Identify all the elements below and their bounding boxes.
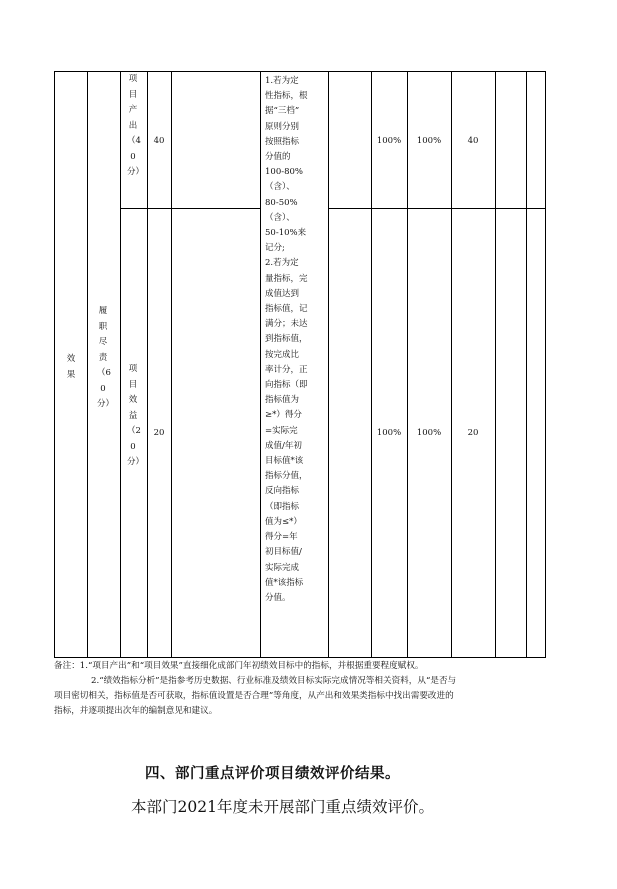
criteria-line: 80-50% <box>265 197 298 208</box>
table-gridline <box>328 208 546 209</box>
criteria-line: 分值。 <box>265 592 291 603</box>
note-line: 项目密切相关，指标值是否可获取，指标值设置是否合理”等角度，从产出和效果类指标中找出需要改进的 <box>54 691 454 701</box>
criteria-line: 值为≤*） <box>265 516 302 527</box>
weight-value: 40 <box>153 136 165 146</box>
criteria-line: 到指标值， <box>265 334 308 345</box>
criteria-line: 记分; <box>265 243 285 254</box>
actual-value: 100% <box>416 428 442 438</box>
table-gridline <box>87 72 88 657</box>
actual-value: 100% <box>416 136 442 146</box>
score-value: 20 <box>467 428 479 438</box>
criteria-line: 得分=年 <box>265 532 298 543</box>
table-gridline <box>260 72 261 657</box>
note-line: 2.“绩效指标分析”是指参考历史数据、行业标准及绩效目标实际完成情况等相关资料，从“是否与 <box>91 676 457 686</box>
criteria-line: 成值达到 <box>265 288 300 299</box>
criteria-line: 据“三档” <box>265 106 300 117</box>
criteria-line: 实际完成 <box>265 562 300 573</box>
criteria-line: 指标值，记 <box>265 304 308 315</box>
criteria-line: 100-80% <box>265 167 303 178</box>
section-heading: 四、部门重点评价项目绩效评价结果。 <box>145 765 400 782</box>
table-gridline <box>171 72 172 657</box>
criteria-line: 1.若为定 <box>265 76 299 86</box>
criteria-line: 按照指标 <box>265 136 300 147</box>
criteria-line: 初目标值/ <box>265 547 302 558</box>
criteria-line: 原则分别 <box>265 121 300 132</box>
criteria-line: （含）、 <box>265 212 295 223</box>
note-line: 指标，并逐项提出次年的编制意见和建议。 <box>54 706 218 716</box>
criteria-line: （即指标 <box>265 501 300 512</box>
criteria-line: 向指标（即 <box>265 380 308 391</box>
criteria-line: 成值/年初 <box>265 440 302 451</box>
criteria-line: 性指标，根 <box>265 91 308 102</box>
duty-label: 履职尽责（60分） <box>97 306 115 409</box>
table-gridline <box>371 72 372 657</box>
criteria-line: 量指标，完 <box>265 273 308 284</box>
weight-value: 20 <box>153 428 165 438</box>
table-notes <box>54 659 554 719</box>
criteria-line: ≥*）得分 <box>265 410 302 421</box>
scoring-criteria <box>265 74 328 606</box>
criteria-line: 50-10%来 <box>265 228 307 239</box>
table-gridline <box>526 72 527 657</box>
target-value: 100% <box>376 428 402 438</box>
criteria-line: （含）、 <box>265 182 295 193</box>
criteria-line: 率计分，正 <box>265 364 308 375</box>
item-label: 项目产出（40分） <box>127 74 145 177</box>
criteria-line: 满分；未达 <box>265 319 308 330</box>
note-line: 备注：1.“项目产出”和“项目效果”直接细化成部门年初绩效目标中的指标，并根据重要程度赋权。 <box>54 661 424 671</box>
criteria-line: 分值的 <box>265 152 291 163</box>
table-gridline <box>495 72 496 657</box>
table-gridline <box>451 72 452 657</box>
table-gridline <box>407 72 408 657</box>
effect-label: 效果 <box>66 354 76 380</box>
score-value: 40 <box>467 136 479 146</box>
criteria-line: 反向指标 <box>265 486 300 497</box>
criteria-line: 2.若为定 <box>265 258 299 269</box>
criteria-line: 目标值*该 <box>265 456 304 467</box>
section-body: 本部门2021年度未开展部门重点绩效评价。 <box>131 798 434 816</box>
item-label: 项目效益（20分） <box>127 364 145 467</box>
table-gridline <box>328 72 329 657</box>
criteria-line: 值*该指标 <box>265 577 304 588</box>
criteria-line: =实际完 <box>265 425 298 436</box>
criteria-line: 指标值为 <box>265 395 300 406</box>
table-gridline <box>147 72 148 657</box>
table-gridline <box>120 208 260 209</box>
performance-table <box>54 71 546 658</box>
table-gridline <box>120 72 121 657</box>
criteria-line: 按完成比 <box>265 349 300 360</box>
target-value: 100% <box>376 136 402 146</box>
criteria-line: 指标分值， <box>265 471 308 482</box>
